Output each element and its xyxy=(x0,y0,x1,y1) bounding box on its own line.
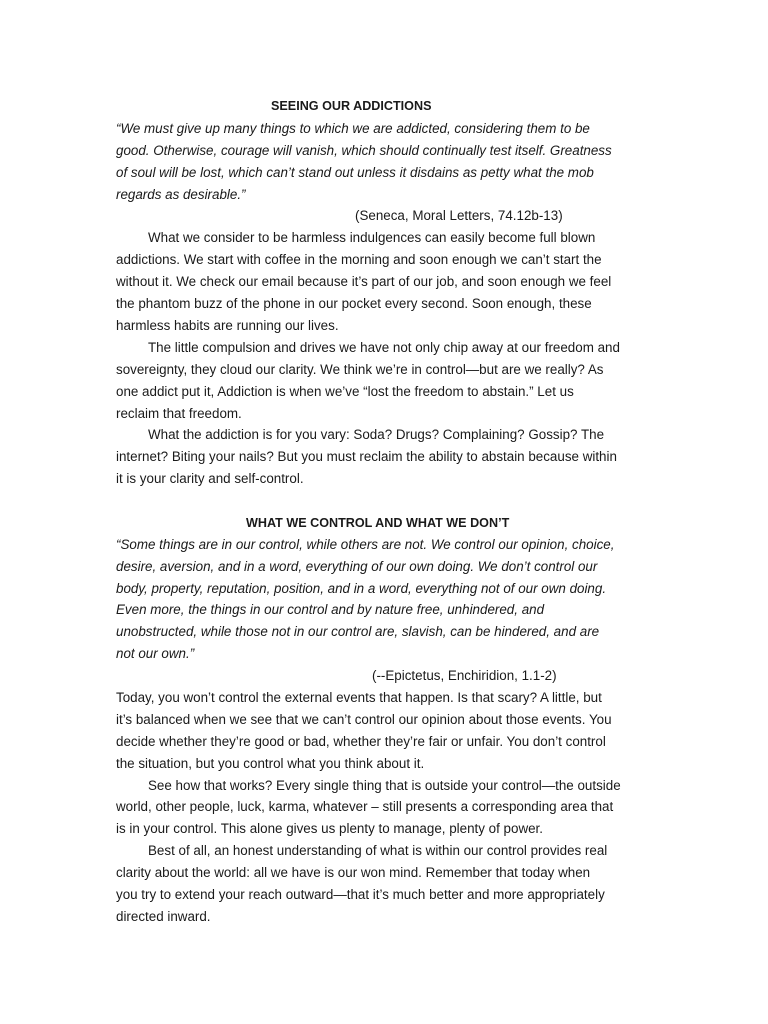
section-heading: WHAT WE CONTROL AND WHAT WE DON’T xyxy=(246,516,510,530)
paragraph-line: it is your clarity and self-control. xyxy=(116,471,304,486)
quote-line: Even more, the things in our control and by nature free, unhindered, and xyxy=(116,602,545,617)
quote-line: of soul will be lost, which can’t stand out unless it disdains as petty what the mob xyxy=(116,165,594,180)
paragraph-line: world, other people, luck, karma, whatever – still presents a corresponding area that xyxy=(116,799,614,814)
paragraph-line: the situation, but you control what you think about it. xyxy=(116,756,425,771)
quote-line: not our own.” xyxy=(116,646,195,661)
paragraph-line: harmless habits are running our lives. xyxy=(116,318,339,333)
paragraph-line: the phantom buzz of the phone in our pocket every second. Soon enough, these xyxy=(116,296,592,311)
paragraph-line: internet? Biting your nails? But you must reclaim the ability to abstain because within xyxy=(116,449,617,464)
quote-line: desire, aversion, and in a word, everything of our own doing. We don’t control our xyxy=(116,559,598,574)
quote-line: good. Otherwise, courage will vanish, which should continually test itself. Greatness xyxy=(116,143,612,158)
quote-line: unobstructed, while those not in our control are, slavish, can be hindered, and are xyxy=(116,624,600,639)
quote-line: body, property, reputation, position, and in a word, everything not of our own doing. xyxy=(116,581,607,596)
paragraph-line: is in your control. This alone gives us plenty to manage, plenty of power. xyxy=(116,821,544,836)
paragraph-line: Best of all, an honest understanding of what is within our control provides real xyxy=(148,843,608,858)
quote-line: “Some things are in our control, while others are not. We control our opinion, choice, xyxy=(116,537,615,552)
citation: (--Epictetus, Enchiridion, 1.1-2) xyxy=(372,668,557,683)
paragraph-line: it’s balanced when we see that we can’t control our opinion about those events. You xyxy=(116,712,612,727)
paragraph-line: The little compulsion and drives we have not only chip away at our freedom and xyxy=(148,340,620,355)
paragraph-line: addictions. We start with coffee in the morning and soon enough we can’t start the xyxy=(116,252,602,267)
paragraph-line: What we consider to be harmless indulgences can easily become full blown xyxy=(148,230,596,245)
paragraph-line: one addict put it, Addiction is when we’ve “lost the freedom to abstain.” Let us xyxy=(116,384,574,399)
quote-line: regards as desirable.” xyxy=(116,187,246,202)
paragraph-line: without it. We check our email because it’s part of our job, and soon enough we feel xyxy=(116,274,612,289)
paragraph-line: directed inward. xyxy=(116,909,211,924)
citation: (Seneca, Moral Letters, 74.12b-13) xyxy=(355,208,563,223)
paragraph-line: Today, you won’t control the external events that happen. Is that scary? A little, but xyxy=(116,690,602,705)
section-heading: SEEING OUR ADDICTIONS xyxy=(271,99,432,113)
paragraph-line: clarity about the world: all we have is our won mind. Remember that today when xyxy=(116,865,591,880)
paragraph-line: What the addiction is for you vary: Soda? Drugs? Complaining? Gossip? The xyxy=(148,427,605,442)
paragraph-line: you try to extend your reach outward—that it’s much better and more appropriately xyxy=(116,887,605,902)
paragraph-line: See how that works? Every single thing that is outside your control—the outside xyxy=(148,778,621,793)
paragraph-line: reclaim that freedom. xyxy=(116,406,242,421)
paragraph-line: sovereignty, they cloud our clarity. We think we’re in control—but are we really? As xyxy=(116,362,604,377)
paragraph-line: decide whether they’re good or bad, whether they’re fair or unfair. You don’t control xyxy=(116,734,606,749)
quote-line: “We must give up many things to which we are addicted, considering them to be xyxy=(116,121,590,136)
